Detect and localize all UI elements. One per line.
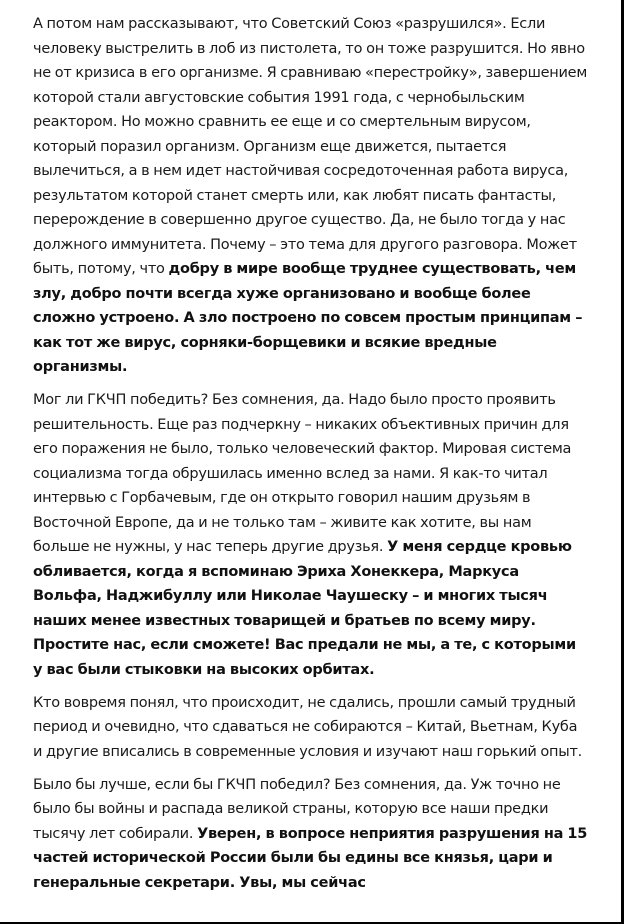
paragraph-1-text: А потом нам рассказывают, что Советский Союз «разрушился». Если человеку выстрелить в лоб из пистолета, то он тоже разрушится. Но явно не от кризиса в его организме. Я сравниваю «перестройку», завершением которой стали августовские события 1991 года, с чернобыльским реактором. Но можно сравнить ее еще и со смертельным вирусом, который поразил организм. Организм еще движется, пытается вылечиться, а в нем идет настойчивая сосредоточенная работа вируса, результатом которой станет смерть или, как любят писать фантасты, перерождение в совершенно другое существо. Да, не было тогда у нас должного иммунитета. Почему – это тема для другого разговора. Может быть, потому, что xyxy=(33,16,588,277)
paragraph-2-bold: У меня сердце кровью обливается, когда я вспоминаю Эриха Хонеккера, Маркуса Вольфа, Наджибуллу или Николае Чаушеску – и многих тысяч наших менее известных товарищей и братьев по всему миру. Простите нас, если сможете! Вас предали не мы, а те, с которыми у вас были стыковки на высоких орбитах. xyxy=(33,539,576,678)
paragraph-2-text: Мог ли ГКЧП победить? Без сомнения, да. Надо было просто проявить решительность. Еще раз подчеркну – никаких объективных причин для его поражения не было, только человеческий фактор. Мировая система социализма тогда обрушилась именно вслед за нами. Я как-то читал интервью с Горбачевым, где он открыто говорил нашим друзьям в Восточной Европе, да и не только там – живите как хотите, вы нам больше не нужны, у нас теперь другие друзья. xyxy=(33,392,572,555)
paragraph-4 xyxy=(33,773,588,896)
paragraph-2 xyxy=(33,388,588,682)
paragraph-3 xyxy=(33,691,588,765)
paragraph-1-bold: добру в мире вообще труднее существовать, чем злу, добро почти всегда хуже организовано и вообще более сложно устроено. А зло построено по совсем простым принципам – как тот же вирус, сорняки-борщевики и всякие вредные организмы. xyxy=(33,261,583,375)
paragraph-3-text: Кто вовремя понял, что происходит, не сдались, прошли самый трудный период и очевидно, что сдаваться не собираются – Китай, Вьетнам, Куба и другие вписались в современные условия и изучают наш горький опыт. xyxy=(33,694,583,760)
paragraph-4-bold: Уверен, в вопросе неприятия разрушения на 15 частей исторической России были бы едины все князья, цари и генеральные секретари. Увы, мы сейчас xyxy=(33,825,588,891)
article-body xyxy=(33,12,588,904)
paragraph-1 xyxy=(33,12,588,380)
paragraph-4-text: Было бы лучше, если бы ГКЧП победил? Без сомнения, да. Уж точно не было бы войны и распада великой страны, которую все наши предки тысячу лет собирали. xyxy=(33,776,561,842)
